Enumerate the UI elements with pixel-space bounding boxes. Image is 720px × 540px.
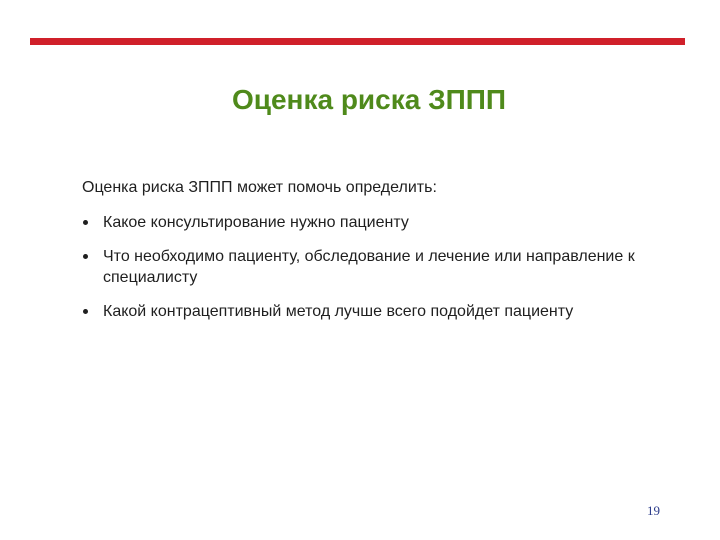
bullet-text: Что необходимо пациенту, обследование и лечение или направление к специалисту bbox=[103, 248, 635, 286]
bullet-dot-icon bbox=[83, 254, 88, 259]
bullet-item-contraceptive bbox=[82, 301, 642, 322]
slide-title: Оценка риска ЗППП bbox=[231, 84, 506, 115]
bullet-list bbox=[82, 212, 642, 335]
bullet-item-examination bbox=[82, 246, 642, 288]
bullet-dot-icon bbox=[83, 309, 88, 314]
page-number: 19 bbox=[647, 503, 660, 518]
top-divider-rule bbox=[30, 38, 685, 45]
bullet-dot-icon bbox=[83, 220, 88, 225]
bullet-item-counseling bbox=[82, 212, 642, 233]
bullet-text: Какой контрацептивный метод лучше всего подойдет пациенту bbox=[103, 303, 574, 320]
intro-text: Оценка риска ЗППП может помочь определить: bbox=[82, 179, 437, 196]
bullet-text: Какое консультирование нужно пациенту bbox=[103, 214, 409, 231]
